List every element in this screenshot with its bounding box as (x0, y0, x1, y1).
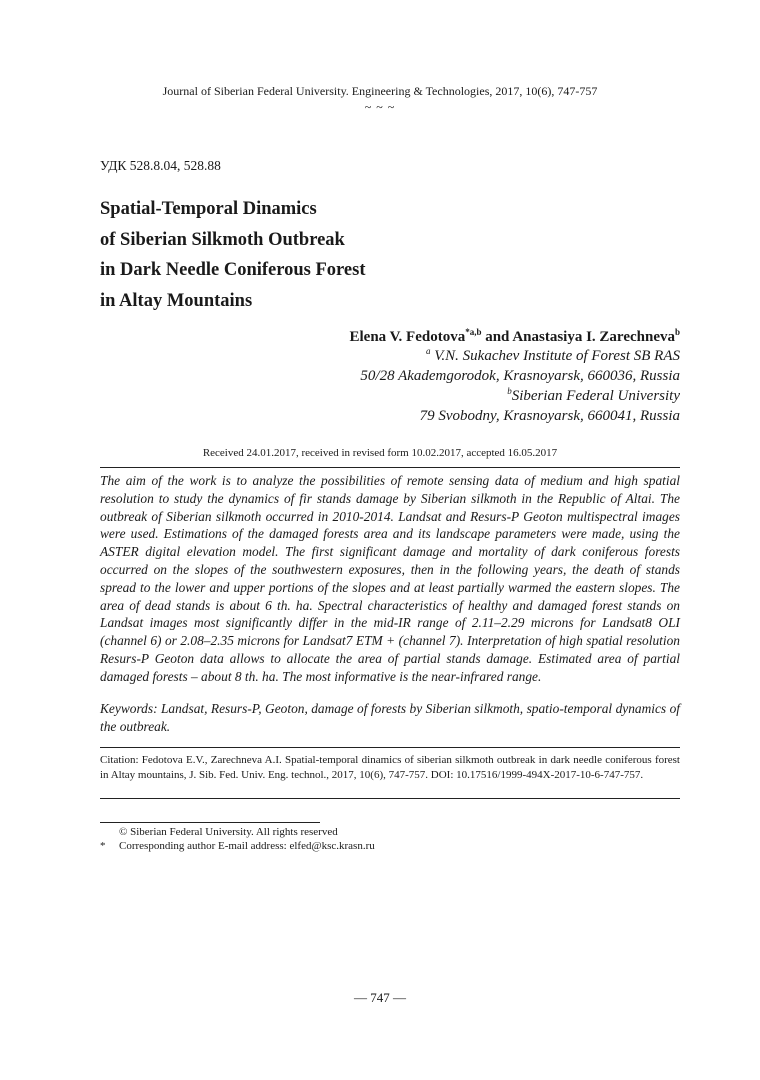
header-ornament: ~ ~ ~ (364, 100, 396, 114)
affiliation-a-address: 50/28 Akademgorodok, Krasnoyarsk, 660036, Russia (360, 368, 680, 384)
author-affiliation-mark: b (674, 327, 680, 337)
affiliation-a (360, 346, 680, 366)
journal-header: Journal of Siberian Federal University. Engineering & Technologies, 2017, 10(6), 747-757 (162, 84, 598, 98)
affiliation-name: Siberian Federal University (511, 388, 680, 404)
title-line: of Siberian Silkmoth Outbreak (100, 229, 345, 250)
title-line: in Altay Mountains (100, 290, 253, 311)
affiliation-name: V.N. Sukachev Institute of Forest SB RAS (430, 348, 680, 364)
footnote-divider (100, 822, 320, 823)
author-list (349, 329, 680, 346)
author-connector: and (481, 329, 513, 345)
corresponding-footnote (100, 840, 375, 852)
affiliation-mark: b (507, 386, 512, 396)
udk-code: УДК 528.8.04, 528.88 (100, 158, 221, 173)
divider (100, 467, 680, 468)
received-dates: Received 24.01.2017, received in revised form 10.02.2017, accepted 16.05.2017 (202, 447, 558, 459)
affiliation-mark: a (425, 346, 431, 356)
citation: Citation: Fedotova E.V., Zarechneva A.I. Spatial-temporal dinamics of siberian silkmoth outbreak in dark needle coniferous forest in Altay mountains, J. Sib. Fed. Univ. Eng. technol., 2017, 10(6), 747-757. DOI: 10.17516/1999-494X-2017-10-6-747-757. (100, 754, 680, 781)
abstract: The aim of the work is to analyze the possibilities of remote sensing data of medium and high spatial resolution to study the dynamics of fir stands damage by Siberian silkmoth in the Republic of Altai. The outbreak of Siberian silkmoth occurred in 2010-2014. Landsat and Resurs-P Geoton multispectral images were used. Estimations of the damaged forests area and its landscape parameters were made, using the ASTER digital elevation model. The first significant damage and mortality of dark coniferous forests occurred on the slopes of the southwestern exposures, then in the following years, the death of stands spread to the lower and upper portions of the slopes and at least partially warmed the eastern slopes. The area of dead stands is about 6 th. ha. Spectral characteristics of healthy and damaged forest stands on Landsat images most significantly differ in the mid-IR range of 2.11–2.29 microns for Landsat8 OLI (channel 6) or 2.08–2.35 microns for Landsat7 ETM + (channel 7). Interpretation of high spatial resolution Resurs-P Geoton data allows to allocate the area of partial stands damage. Estimated area of partial damaged forests – about 8 th. ha. The most informative is the near-infrared range. (100, 473, 680, 684)
title-line: Spatial-Temporal Dinamics (100, 199, 317, 219)
title-line: in Dark Needle Coniferous Forest (100, 260, 366, 280)
affiliation-b-address: 79 Svobodny, Krasnoyarsk, 660041, Russia (419, 408, 680, 424)
divider (100, 798, 680, 799)
article-title (100, 194, 520, 316)
author-affiliation-mark: *a,b (465, 327, 482, 337)
affiliation-b (360, 386, 680, 406)
corresponding-email-text: Corresponding author E-mail address: elfed@ksc.krasn.ru (119, 840, 375, 852)
divider (100, 747, 680, 748)
keywords: Keywords: Landsat, Resurs-P, Geoton, damage of forests by Siberian silkmoth, spatio-temporal dynamics of the outbreak. (100, 701, 680, 734)
page-number: — 747 — (354, 990, 406, 1005)
footnote-star: * (100, 840, 106, 852)
affiliations (360, 346, 680, 426)
copyright-footnote: © Siberian Federal University. All rights reserved (119, 826, 338, 838)
author-name: Anastasiya I. Zarechneva (512, 329, 675, 345)
author-name: Elena V. Fedotova (349, 329, 466, 345)
